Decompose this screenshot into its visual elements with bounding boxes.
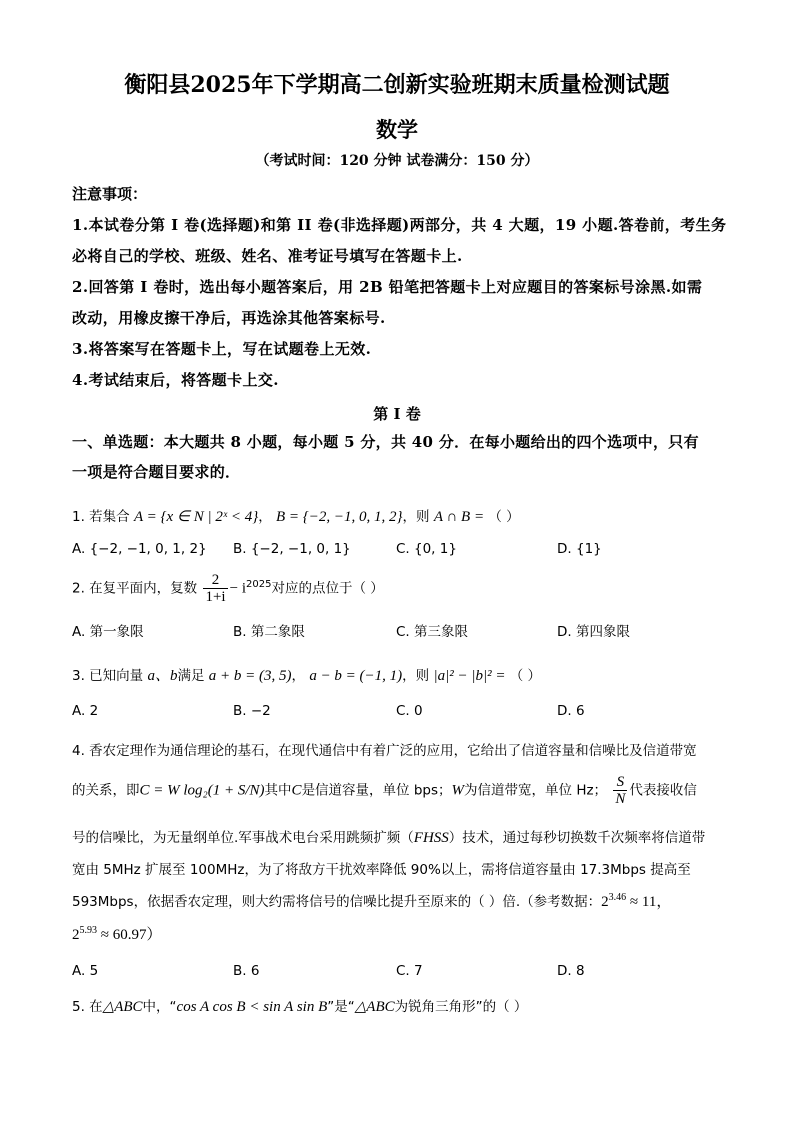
q5-prefix: 5. 在 bbox=[72, 999, 103, 1015]
q2-tail: − i bbox=[229, 580, 246, 597]
q4-line5: 593Mbps，依据香农定理，则大约需将信号的信噪比提升至原来的（ ）倍.（参考数据： bbox=[72, 894, 602, 910]
q4-line2-e: 代表接收信 bbox=[629, 782, 697, 799]
q4-sn-denominator: N bbox=[615, 791, 626, 807]
q4-line2-c: 是信道容量，单位 bps； bbox=[301, 782, 452, 799]
q5-condition: cos A cos B < sin A sin B bbox=[176, 999, 328, 1015]
q4-option-c: C. 7 bbox=[396, 963, 423, 979]
q4-sn-fraction bbox=[613, 774, 627, 807]
q1-expression: A ∩ B = bbox=[433, 509, 485, 525]
question-4-line-3 bbox=[72, 826, 705, 847]
q3-blank: （ ） bbox=[509, 668, 542, 684]
q4-ref-1: $2^{3.46} \approx 11$， bbox=[601, 892, 672, 910]
q1-prefix: 1. 若集合 bbox=[72, 509, 130, 525]
q4-shannon-formula: C = W log₂(1 + S/N) bbox=[139, 782, 265, 799]
q4-var-w: W bbox=[451, 782, 465, 799]
q5-triangle-2: △ABC bbox=[354, 999, 395, 1015]
q4-line2-b: 其中 bbox=[264, 782, 292, 799]
q5-triangle-1: △ABC bbox=[102, 999, 143, 1015]
question-3: 3. 已知向量 a、b满足 a + b = (3, 5)， a − b = (−1, 1)，则 |a|² − |b|² = （ ） bbox=[72, 668, 542, 684]
notice-line-2a: 2.回答第 I 卷时，选出每小题答案后，用 2B 铅笔把答题卡上对应题目的答案标号涂黑.如需 bbox=[72, 278, 703, 296]
question-2 bbox=[72, 572, 384, 605]
q1-option-d: D. {1} bbox=[557, 541, 602, 557]
q2-suffix: 对应的点位于（ ） bbox=[271, 580, 384, 597]
q3-option-c: C. 0 bbox=[396, 703, 423, 719]
section-1-heading-a: 一、单选题：本大题共 8 小题，每小题 5 分，共 40 分．在每小题给出的四个选项中，只有 bbox=[72, 433, 699, 451]
question-4-line-4: 宽由 5MHz 扩展至 100MHz，为了将敌方干扰效率降低 90%以上，需将信道容量由 17.3Mbps 提高至 bbox=[72, 862, 691, 878]
q3-option-b: B. −2 bbox=[233, 703, 271, 719]
q3-then: ，则 bbox=[402, 668, 430, 684]
q4-sn-numerator: S bbox=[613, 774, 627, 791]
q2-power: 2025 bbox=[246, 579, 272, 590]
question-4-line-1: 4. 香农定理作为通信理论的基石，在现代通信中有着广泛的应用，它给出了信道容量和信噪比及信道带宽 bbox=[72, 743, 697, 759]
q2-fraction-denominator: 1+i bbox=[205, 589, 226, 605]
q2-fraction bbox=[203, 572, 227, 605]
question-1: 1. 若集合 A = {x ∈ N | 2ˣ < 4}， B = {−2, −1, 0, 1, 2}，则 A ∩ B = （ ） bbox=[72, 509, 520, 525]
q1-option-a: A. {−2, −1, 0, 1, 2} bbox=[72, 541, 207, 557]
q2-prefix: 2. 在复平面内，复数 bbox=[72, 580, 198, 597]
notice-line-1a: 1.本试卷分第 I 卷(选择题)和第 II 卷(非选择题)两部分，共 4 大题，19 小题.答卷前，考生务 bbox=[72, 216, 727, 234]
q5-mid-2: ”是“ bbox=[327, 999, 355, 1015]
q3-cond-label: 满足 bbox=[177, 668, 205, 684]
exam-title: 衡阳县2025年下学期高二创新实验班期末质量检测试题 bbox=[124, 72, 670, 98]
q1-suffix: ，则 bbox=[402, 509, 430, 525]
q5-mid-1: 中，“ bbox=[142, 999, 177, 1015]
subject-title: 数学 bbox=[376, 117, 418, 142]
q1-option-c: C. {0, 1} bbox=[396, 541, 457, 557]
q3-option-d: D. 6 bbox=[557, 703, 585, 719]
q3-condition-1: a + b = (3, 5) bbox=[208, 668, 292, 684]
q4-line3-a: 号的信噪比，为无量纲单位.军事战术电台采用跳频扩频（ bbox=[72, 830, 414, 846]
question-5 bbox=[72, 995, 527, 1016]
question-4-line-2 bbox=[72, 774, 697, 807]
q3-prefix: 3. 已知向量 bbox=[72, 668, 144, 684]
part-1-title: 第 I 卷 bbox=[373, 405, 421, 423]
q2-option-d: D. 第四象限 bbox=[557, 624, 630, 640]
notice-line-3: 3.将答案写在答题卡上，写在试题卷上无效. bbox=[72, 340, 372, 358]
q4-line3-b: ）技术，通过每秒切换数千次频率将信道带 bbox=[448, 830, 706, 846]
exam-info: （考试时间：120 分钟 试卷满分：150 分） bbox=[255, 153, 539, 169]
q2-option-a: A. 第一象限 bbox=[72, 624, 144, 640]
section-1-heading-b: 一项是符合题目要求的． bbox=[72, 463, 241, 481]
q2-fraction-numerator: 2 bbox=[203, 572, 227, 589]
notice-line-1b: 必将自己的学校、班级、姓名、准考证号填写在答题卡上. bbox=[72, 247, 463, 265]
q4-line2-d: 为信道带宽，单位 Hz； bbox=[464, 782, 608, 799]
q4-option-a: A. 5 bbox=[72, 963, 99, 979]
q3-expression: |a|² − |b|² = bbox=[433, 668, 506, 684]
q2-option-b: B. 第二象限 bbox=[233, 624, 305, 640]
q3-vectors: a、b bbox=[147, 668, 178, 684]
q4-option-b: B. 6 bbox=[233, 963, 260, 979]
q1-blank: （ ） bbox=[488, 509, 520, 525]
q4-fhss: FHSS bbox=[413, 830, 449, 846]
notice-line-2b: 改动，用橡皮擦干净后，再选涂其他答案标号. bbox=[72, 309, 386, 327]
q5-suffix: 为锐角三角形”的（ ） bbox=[394, 999, 528, 1015]
q4-ref-2: $2^{5.93} \approx 60.97$） bbox=[72, 925, 162, 943]
q3-condition-2: a − b = (−1, 1) bbox=[309, 668, 403, 684]
q4-option-d: D. 8 bbox=[557, 963, 585, 979]
q2-option-c: C. 第三象限 bbox=[396, 624, 469, 640]
notice-line-4: 4.考试结束后，将答题卡上交. bbox=[72, 371, 279, 389]
q4-var-c: C bbox=[291, 782, 302, 799]
q4-line2-a: 的关系，即 bbox=[72, 782, 140, 799]
q1-option-b: B. {−2, −1, 0, 1} bbox=[233, 541, 351, 557]
question-4-line-6 bbox=[72, 923, 161, 944]
q1-set-a: A = {x ∈ N | 2ˣ < 4} bbox=[133, 509, 259, 525]
q3-option-a: A. 2 bbox=[72, 703, 99, 719]
q1-set-b: B = {−2, −1, 0, 1, 2} bbox=[275, 509, 403, 525]
question-4-line-5 bbox=[72, 890, 671, 911]
notice-heading: 注意事项： bbox=[72, 185, 148, 203]
